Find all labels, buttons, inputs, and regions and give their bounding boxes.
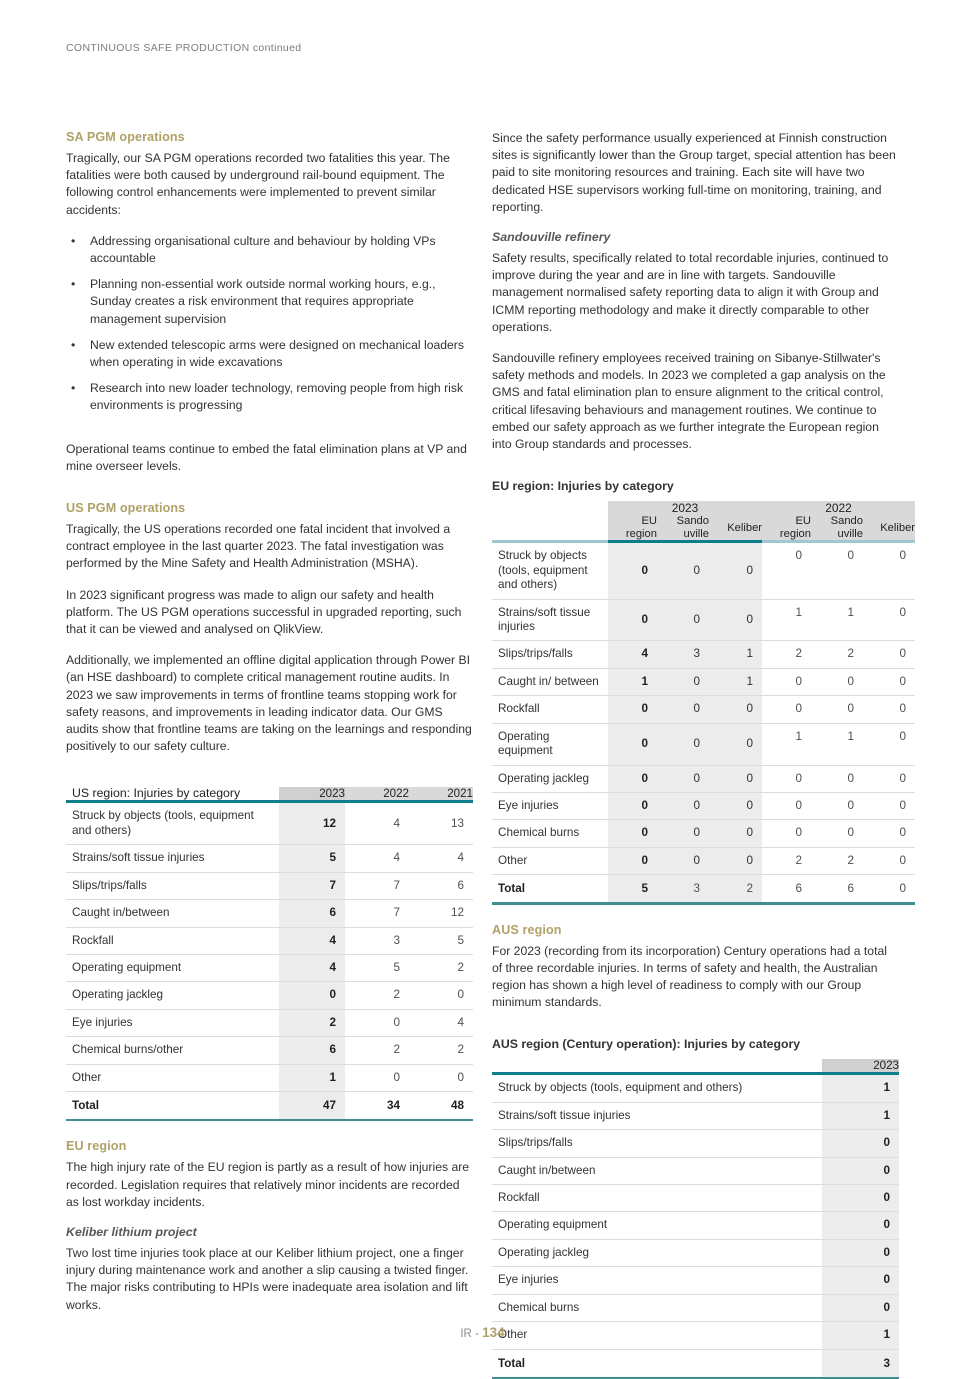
- table-row: [66, 1009, 473, 1036]
- paragraph-sa-pgm-intro: Tragically, our SA PGM operations recorded two fatalities this year. The fatalities were both caused by underground rail-bound equipment. The following control enhancements were implemented to prevent similar accidents:: [66, 150, 473, 219]
- paragraph-sa-pgm-closing: Operational teams continue to embed the fatal elimination plans at VP and mine overseer levels.: [66, 441, 473, 475]
- running-head: CONTINUOUS SAFE PRODUCTION continued: [66, 42, 301, 54]
- cell-2021: 6: [409, 872, 473, 899]
- row-label: Slips/trips/falls: [66, 872, 279, 899]
- row-label: Other: [492, 847, 608, 874]
- spacer-cell: [492, 1059, 822, 1072]
- paragraph-aus-region-1: For 2023 (recording from its incorporation) Century operations had a total of three recordable injuries. In terms of safety and health, the Australian region has shown a high level of readiness to comply with our Group minimum standards.: [492, 943, 899, 1012]
- cell-2022-keliber: 0: [863, 668, 915, 695]
- cell-2022: 4: [345, 845, 409, 872]
- cell-2022-eu: 0: [762, 792, 811, 819]
- cell-2023: 1: [822, 1102, 899, 1129]
- footer-prefix: IR -: [460, 1328, 482, 1340]
- cell-2022-keliber: 0: [863, 696, 915, 723]
- cell-2022-eu: 0: [762, 765, 811, 792]
- column-header-2021: 2021: [409, 787, 473, 800]
- total-2023: 47: [279, 1091, 345, 1119]
- total-2021: 48: [409, 1091, 473, 1119]
- paragraph-finnish-sites: Since the safety performance usually experienced at Finnish construction sites is significantly lower than the Group target, special attention has been paid to site monitoring resources and training. Each site will have two dedicated HSE supervisors working full-time on monitoring, training, and reporting.: [492, 130, 899, 216]
- table-row: [492, 1239, 899, 1266]
- cell-2023: 1: [822, 1322, 899, 1349]
- cell-2023-sandouville: 0: [657, 723, 709, 765]
- table-row: [492, 1212, 899, 1239]
- table-row: [492, 1267, 899, 1294]
- cell-2021: 4: [409, 845, 473, 872]
- total-2022-keliber: 0: [863, 875, 915, 903]
- cell-2022-sandouville: 0: [811, 696, 863, 723]
- row-label: Chemical burns: [492, 820, 608, 847]
- cell-2023: 0: [822, 1267, 899, 1294]
- cell-2023-sandouville: 0: [657, 668, 709, 695]
- cell-2023-eu: 0: [608, 723, 657, 765]
- cell-2022: 3: [345, 927, 409, 954]
- table-title-aus: AUS region (Century operation): Injuries by category: [492, 1037, 899, 1051]
- table-row: [492, 641, 915, 668]
- table-total-row: [492, 875, 915, 903]
- cell-2023: 0: [822, 1185, 899, 1212]
- table-row: [492, 599, 915, 641]
- cell-2023: 0: [822, 1157, 899, 1184]
- paragraph-keliber: Two lost time injuries took place at our Keliber lithium project, one a finger injury during maintenance work and another a slip causing a twisted finger. The major risks contributing to HPIs were inadequate area isolation and lift works.: [66, 1245, 473, 1314]
- cell-2023: 6: [279, 900, 345, 927]
- table-row: [492, 543, 915, 599]
- list-item-text: New extended telescopic arms were designed on mechanical loaders when operating in wide excavations: [90, 338, 464, 369]
- row-label: Rockfall: [492, 696, 608, 723]
- cell-2022: 0: [345, 1064, 409, 1091]
- cell-2021: 0: [409, 1064, 473, 1091]
- bullet-dot-icon: •: [71, 380, 75, 397]
- table-row: [66, 803, 473, 844]
- total-label: Total: [66, 1091, 279, 1119]
- cell-2023-sandouville: 0: [657, 847, 709, 874]
- cell-2023: 6: [279, 1037, 345, 1064]
- cell-2023-eu: 0: [608, 599, 657, 641]
- table-row: [492, 820, 915, 847]
- cell-2022-eu: 1: [762, 599, 811, 641]
- subheader-2023-keliber: Keliber: [709, 515, 762, 540]
- cell-2022-eu: 0: [762, 668, 811, 695]
- table-header-row: [66, 787, 473, 800]
- cell-2023: 7: [279, 872, 345, 899]
- cell-2023-keliber: 0: [709, 820, 762, 847]
- total-2023-eu: 5: [608, 875, 657, 903]
- row-label: Chemical burns: [492, 1294, 822, 1321]
- row-label: Operating jackleg: [492, 1239, 822, 1266]
- paragraph-us-pgm-2: In 2023 significant progress was made to align our safety and health platform. The US PGM operations successful in upgraded reporting, such that it can be viewed and analysed on QlikView.: [66, 587, 473, 639]
- subheader-2023-eu-region: EU region: [608, 515, 657, 540]
- cell-2023-eu: 1: [608, 668, 657, 695]
- cell-2022: 4: [345, 803, 409, 844]
- cell-2023: 1: [279, 1064, 345, 1091]
- cell-2022-eu: 0: [762, 820, 811, 847]
- cell-2023: 0: [822, 1130, 899, 1157]
- cell-2021: 12: [409, 900, 473, 927]
- left-column: [66, 130, 473, 1328]
- table-row: [66, 1037, 473, 1064]
- total-2022-sandouville: 6: [811, 875, 863, 903]
- cell-2023: 4: [279, 954, 345, 981]
- cell-2022-eu: 2: [762, 847, 811, 874]
- cell-2022-sandouville: 0: [811, 668, 863, 695]
- row-label: Eye injuries: [492, 1267, 822, 1294]
- list-item-text: Planning non-essential work outside normal working hours, e.g., Sunday creates a risk environment that requires appropriate management supervision: [90, 277, 436, 325]
- table-group-header-row: [492, 501, 915, 515]
- cell-2022: 2: [345, 1037, 409, 1064]
- table-us-region-injuries: [66, 787, 473, 1121]
- row-label: Operating equipment: [66, 954, 279, 981]
- cell-2023-eu: 0: [608, 696, 657, 723]
- footer-page-number: 134: [482, 1325, 505, 1340]
- cell-2023-sandouville: 0: [657, 820, 709, 847]
- spacer-cell: [492, 515, 608, 540]
- column-header-2023: 2023: [279, 787, 345, 800]
- cell-2022-eu: 2: [762, 641, 811, 668]
- row-label: Operating jackleg: [492, 765, 608, 792]
- paragraph-sandouville-1: Safety results, specifically related to total recordable injuries, continued to improve during the year and are in line with targets. Sandouville management normalised safety reporting data to align it with Group and ICMM reporting methodology and make it directly comparable to other operations.: [492, 250, 899, 336]
- table-title-eu: EU region: Injuries by category: [492, 479, 899, 493]
- row-label: Eye injuries: [492, 792, 608, 819]
- table-row: [492, 792, 915, 819]
- table-row: [66, 954, 473, 981]
- cell-2022-sandouville: 2: [811, 847, 863, 874]
- row-label: Caught in/between: [492, 1157, 822, 1184]
- table-row: [492, 696, 915, 723]
- spacer-cell: [492, 501, 608, 515]
- cell-2022-keliber: 0: [863, 543, 915, 599]
- cell-2023-eu: 0: [608, 847, 657, 874]
- table-row: [66, 1064, 473, 1091]
- total-label: Total: [492, 875, 608, 903]
- row-label: Other: [492, 1322, 822, 1349]
- bullet-dot-icon: •: [71, 276, 75, 293]
- subheader-2023-sandouville: Sando uville: [657, 515, 709, 540]
- row-label: Struck by objects (tools, equipment and others): [66, 803, 279, 844]
- cell-2022-keliber: 0: [863, 723, 915, 765]
- table-row: [492, 1185, 899, 1212]
- paragraph-sandouville-2: Sandouville refinery employees received training on Sibanye-Stillwater's safety methods and models. In 2023 we completed a gap analysis on the GMS and fatal elimination plan to ensure alignment to the critical control, critical lifesaving behaviours and management routines. We continue to embed our safety approach as we further integrate the European region into Group standards and processes.: [492, 350, 899, 453]
- cell-2021: 2: [409, 1037, 473, 1064]
- cell-2022: 7: [345, 872, 409, 899]
- bullet-dot-icon: •: [71, 233, 75, 250]
- row-label: Rockfall: [66, 927, 279, 954]
- cell-2023-sandouville: 0: [657, 599, 709, 641]
- paragraph-us-pgm-1: Tragically, the US operations recorded one fatal incident that involved a contract employee in the last quarter 2023. The fatal investigation was performed by the Mine Safety and Health Administration (MSHA).: [66, 521, 473, 573]
- page-footer: [0, 1325, 965, 1340]
- table-row: [492, 1102, 899, 1129]
- cell-2023-sandouville: 3: [657, 641, 709, 668]
- list-item-text: Addressing organisational culture and behaviour by holding VPs accountable: [90, 234, 436, 265]
- cell-2023-keliber: 0: [709, 792, 762, 819]
- cell-2023-keliber: 0: [709, 765, 762, 792]
- cell-2022-keliber: 0: [863, 765, 915, 792]
- list-item-text: Research into new loader technology, removing people from high risk environments is progressing: [90, 381, 463, 412]
- cell-2021: 4: [409, 1009, 473, 1036]
- cell-2023-eu: 0: [608, 820, 657, 847]
- list-item: [66, 276, 473, 328]
- heading-keliber-lithium-project: Keliber lithium project: [66, 1225, 473, 1239]
- row-label: Other: [66, 1064, 279, 1091]
- cell-2023-eu: 0: [608, 792, 657, 819]
- cell-2023-keliber: 1: [709, 641, 762, 668]
- row-label: Struck by objects (tools, equipment and others): [492, 1075, 822, 1102]
- cell-2022-sandouville: 1: [811, 599, 863, 641]
- row-label: Caught in/between: [66, 900, 279, 927]
- cell-2021: 5: [409, 927, 473, 954]
- total-2023: 3: [822, 1349, 899, 1377]
- table-row: [492, 1294, 899, 1321]
- cell-2022-keliber: 0: [863, 792, 915, 819]
- cell-2021: 2: [409, 954, 473, 981]
- heading-us-pgm-operations: US PGM operations: [66, 501, 473, 515]
- heading-eu-region: EU region: [66, 1139, 473, 1153]
- cell-2022-eu: 0: [762, 696, 811, 723]
- paragraph-eu-region-1: The high injury rate of the EU region is partly as a result of how injuries are recorded. Legislation requires that relatively minor incidents are recorded as lost workday incidents.: [66, 1159, 473, 1211]
- bullet-dot-icon: •: [71, 337, 75, 354]
- cell-2022: 5: [345, 954, 409, 981]
- cell-2022: 2: [345, 982, 409, 1009]
- cell-2023-eu: 0: [608, 543, 657, 599]
- table-title-us: US region: Injuries by category: [66, 787, 279, 800]
- cell-2023-keliber: 1: [709, 668, 762, 695]
- cell-2022-sandouville: 0: [811, 820, 863, 847]
- cell-2022-sandouville: 2: [811, 641, 863, 668]
- total-label: Total: [492, 1349, 822, 1377]
- column-header-2023: 2023: [822, 1059, 899, 1072]
- subheader-2022-sandouville: Sando uville: [811, 515, 863, 540]
- cell-2023-keliber: 0: [709, 696, 762, 723]
- cell-2023: 0: [822, 1239, 899, 1266]
- cell-2023: 4: [279, 927, 345, 954]
- cell-2023-eu: 0: [608, 765, 657, 792]
- group-header-2023: 2023: [608, 501, 762, 515]
- column-header-2022: 2022: [345, 787, 409, 800]
- row-label: Slips/trips/falls: [492, 1130, 822, 1157]
- table-header-row: [492, 1059, 899, 1072]
- cell-2023: 0: [822, 1212, 899, 1239]
- table-row: [66, 900, 473, 927]
- cell-2022-sandouville: 1: [811, 723, 863, 765]
- table-subheader-row: [492, 515, 915, 540]
- table-row: [492, 723, 915, 765]
- cell-2023: 1: [822, 1075, 899, 1102]
- cell-2023: 0: [822, 1294, 899, 1321]
- heading-sa-pgm-operations: SA PGM operations: [66, 130, 473, 144]
- table-row: [492, 765, 915, 792]
- cell-2022-sandouville: 0: [811, 765, 863, 792]
- table-row: [492, 847, 915, 874]
- row-label: Operating jackleg: [66, 982, 279, 1009]
- list-item: [66, 233, 473, 267]
- cell-2023-keliber: 0: [709, 543, 762, 599]
- list-item: [66, 337, 473, 371]
- table-row: [492, 668, 915, 695]
- heading-aus-region: AUS region: [492, 923, 899, 937]
- cell-2021: 13: [409, 803, 473, 844]
- table-total-row: [492, 1349, 899, 1377]
- group-header-2022: 2022: [762, 501, 915, 515]
- cell-2021: 0: [409, 982, 473, 1009]
- cell-2022: 7: [345, 900, 409, 927]
- row-label: Struck by objects (tools, equipment and others): [492, 543, 608, 599]
- table-row: [66, 927, 473, 954]
- cell-2022-keliber: 0: [863, 820, 915, 847]
- row-label: Strains/soft tissue injuries: [66, 845, 279, 872]
- table-row: [66, 845, 473, 872]
- cell-2022: 0: [345, 1009, 409, 1036]
- cell-2023-sandouville: 0: [657, 696, 709, 723]
- total-2023-keliber: 2: [709, 875, 762, 903]
- cell-2023-keliber: 0: [709, 599, 762, 641]
- table-eu-region-injuries: [492, 501, 915, 904]
- cell-2022-sandouville: 0: [811, 792, 863, 819]
- row-label: Strains/soft tissue injuries: [492, 599, 608, 641]
- cell-2023-sandouville: 0: [657, 792, 709, 819]
- cell-2023: 12: [279, 803, 345, 844]
- total-2023-sandouville: 3: [657, 875, 709, 903]
- cell-2022-eu: 0: [762, 543, 811, 599]
- row-label: Caught in/ between: [492, 668, 608, 695]
- table-row: [492, 1130, 899, 1157]
- paragraph-us-pgm-3: Additionally, we implemented an offline digital application through Power BI (an HSE dashboard) to complete critical management routine audits. In 2023 we saw improvements in terms of frontline teams stopping work for safety reasons, and improvements in leading indicator data. Our GMS audits show that frontline teams are taking on the learnings and responding positively to our safety culture.: [66, 652, 473, 755]
- heading-sandouville-refinery: Sandouville refinery: [492, 230, 899, 244]
- cell-2023-sandouville: 0: [657, 765, 709, 792]
- cell-2023: 0: [279, 982, 345, 1009]
- total-2022: 34: [345, 1091, 409, 1119]
- cell-2023-sandouville: 0: [657, 543, 709, 599]
- row-label: Eye injuries: [66, 1009, 279, 1036]
- cell-2022-eu: 1: [762, 723, 811, 765]
- cell-2022-keliber: 0: [863, 599, 915, 641]
- row-label: Operating equipment: [492, 723, 608, 765]
- cell-2023-eu: 4: [608, 641, 657, 668]
- total-2022-eu: 6: [762, 875, 811, 903]
- cell-2022-keliber: 0: [863, 847, 915, 874]
- table-row: [66, 982, 473, 1009]
- cell-2023: 2: [279, 1009, 345, 1036]
- subheader-2022-keliber: Keliber: [863, 515, 915, 540]
- row-label: Rockfall: [492, 1185, 822, 1212]
- row-label: Strains/soft tissue injuries: [492, 1102, 822, 1129]
- cell-2023: 5: [279, 845, 345, 872]
- right-column: [492, 130, 899, 1379]
- table-row: [492, 1075, 899, 1102]
- cell-2023-keliber: 0: [709, 847, 762, 874]
- list-item: [66, 380, 473, 414]
- table-row: [66, 872, 473, 899]
- row-label: Chemical burns/other: [66, 1037, 279, 1064]
- row-label: Operating equipment: [492, 1212, 822, 1239]
- table-total-row: [66, 1091, 473, 1119]
- row-label: Slips/trips/falls: [492, 641, 608, 668]
- subheader-2022-eu-region: EU region: [762, 515, 811, 540]
- cell-2022-sandouville: 0: [811, 543, 863, 599]
- cell-2022-keliber: 0: [863, 641, 915, 668]
- cell-2023-keliber: 0: [709, 723, 762, 765]
- table-row: [492, 1157, 899, 1184]
- sa-pgm-bullet-list: [66, 233, 473, 415]
